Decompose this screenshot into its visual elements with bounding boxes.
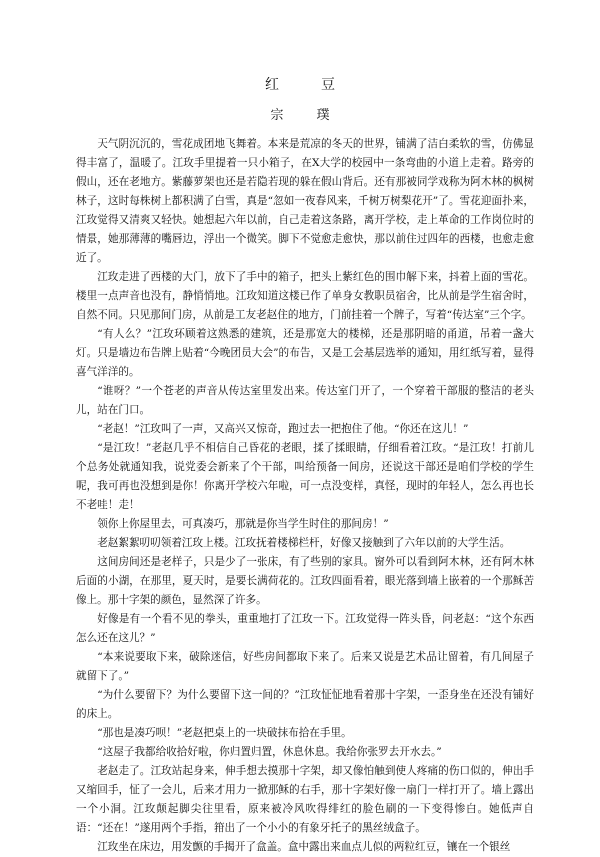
paragraph: 好像是有一个看不见的拳头，重重地打了江玫一下。江玫觉得一阵头昏，问老赵：“这个东西怎么还在这儿？” [76, 613, 534, 644]
paragraph: 领你上你屋里去，可真凑巧，那就是你当学生时住的那间房！” [97, 518, 389, 530]
story-body [76, 135, 534, 857]
paragraph: 这间房间还是老样子，只是少了一张床，有了些别的家具。窗外可以看到阿木林，还有阿木林后面的小湖，在那里，夏天时，是要长满荷花的。江玫四面看着，眼光落到墙上嵌着的一个那稣苦像上。那十字架的颜色，显然深了许多。 [76, 556, 534, 606]
paragraph: 江玫走进了西楼的大门，放下了手中的箱子，把头上紫红色的围巾解下来，抖着上面的雪花。楼里一点声音也没有，静悄悄地。江玫知道这楼已作了单身女教职员宿舍，比从前是学生宿舍时，自然不同。只见那间门房，从前是工友老赵住的地方，门前挂着一个牌子，写着“传达室”三个字。 [76, 271, 534, 321]
paragraph: “为什么要留下？为什么要留下这一间的？”江玫怔怔地看着那十字架，一歪身坐在还没有铺好的床上。 [76, 689, 534, 720]
paragraph: 天气阴沉沉的，雪花成团地飞舞着。本来是荒凉的冬天的世界，铺满了洁白柔软的雪，仿佛显得丰富了，温暖了。江玫手里提着一只小箱子，在X大学的校园中一条弯曲的小道上走着。路旁的假山，还在老地方。紫藤萝架也还是若隐若现的躲在假山背后。还有那被同学戏称为阿木林的枫树林子，这时每株树上都积满了白雪，真是“忽如一夜春风来，千树万树梨花开”了。雪花迎面扑来，江玫觉得又清爽又轻快。她想起六年以前，自己走着这条路，离开学校，走上革命的工作岗位时的情景，她那薄薄的嘴唇边，浮出一个微笑。脚下不觉愈走愈快，那以前住过四年的西楼，也愈走愈近了。 [76, 138, 534, 264]
paragraph: 老赵絮絮叨叨领着江玫上楼。江玫抚着楼梯栏杆，好像又接触到了六年以前的大学生活。 [97, 537, 511, 549]
paragraph: “有人么？”江玫环顾着这熟悉的建筑，还是那宽大的楼梯，还是那阴暗的甬道，吊着一盏大灯。只是墙边布告牌上贴着“今晚团员大会”的布告，又是工会基层选举的通知，用红纸写着，显得喜气洋洋的。 [76, 328, 534, 378]
paragraph: “这屋子我都给收拾好啦，你归置归置，休息休息。我给你张罗去开水去。” [97, 746, 442, 758]
story-author: 宗 璞 [270, 108, 340, 123]
paragraph: “老赵！”江玫叫了一声，又高兴又惊奇，跑过去一把抱住了他。“你还在这儿！” [97, 423, 469, 435]
paragraph: 江玫坐在床边，用发颤的手揭开了盒盖。盒中露出来血点儿似的两粒红豆，镶在一个银丝 [97, 841, 511, 853]
story-title: 红 豆 [265, 77, 349, 93]
paragraph: “是江玫！”老赵几乎不相信自己昏花的老眼，揉了揉眼睛，仔细看着江玫。“是江玫！打前儿个总务处就通知我，说党委会新来了个干部，叫给预备一间房，还说这干部还是咱们学校的学生呢，我可再也没想到是你！你离开学校六年啦，可一点没变样，真怪，现时的年轻人，怎么再也长不老哇！走！ [76, 442, 534, 511]
paragraph: “谁呀？”一个苍老的声音从传达室里发出来。传达室门开了，一个穿着干部服的整洁的老头儿，站在门口。 [76, 385, 534, 416]
paragraph: “那也是凑巧呗！”老赵把桌上的一块破抹布拾在手里。 [97, 727, 352, 739]
paragraph: “本来说要取下来，破除迷信，好些房间都取下来了。后来又说是艺术品让留着，有几间屋子就留下了。” [76, 651, 534, 682]
paragraph: 老赵走了。江玫站起身来，伸手想去摸那十字架，却又像怕触到使人疼痛的伤口似的，伸出手又缩回手，怔了一会儿，后来才用力一掀那稣的右手，那十字架好像一扇门一样打开了。墙上露出一个小洞。江玫颠起脚尖往里看，原来被冷风吹得绯红的脸色刷的一下变得惨白。她低声自语：“还在！”遂用两个手指，箝出了一个小小的有象牙托子的黑丝绒盒子。 [76, 765, 534, 834]
